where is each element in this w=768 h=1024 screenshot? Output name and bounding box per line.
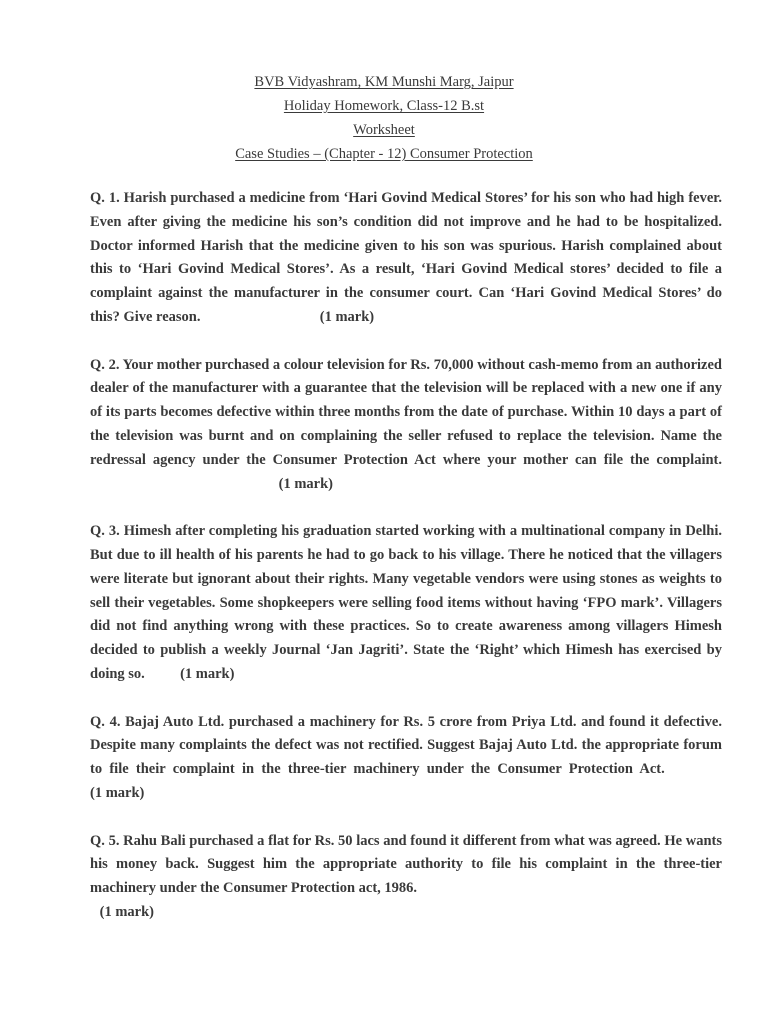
question-marks: (1 mark): [319, 308, 375, 325]
document-header: [0, 70, 768, 166]
school-name: BVB Vidyashram, KM Munshi Marg, Jaipur: [254, 74, 514, 90]
question-marks: (1 mark): [180, 665, 235, 682]
question-1: [90, 187, 722, 330]
question-marks: (1 mark): [99, 903, 154, 920]
question-text: Q. 3. Himesh after completing his graduation started working with a multinational company in Delhi. But due to ill health of his parents he had to go back to his village. There he noticed that the villagers were literate but ignorant about their rights. Many vegetable vendors were using stones as weights to sell their vegetables. Some shopkeepers were selling food items without having ‘FPO mark’. Villagers did not find anything wrong with these practices. So to create awareness among villagers Himesh decided to publish a weekly Journal ‘Jan Jagriti’. State the ‘Right’ which Himesh has exercised by doing so.: [90, 523, 722, 682]
homework-subtitle: Holiday Homework, Class-12 B.st: [283, 98, 485, 114]
question-5: [90, 830, 722, 925]
question-list: [90, 187, 722, 949]
question-text: Q. 5. Rahu Bali purchased a flat for Rs. 50 lacs and found it different from what was agreed. He wants his money back. Suggest him the appropriate authority to file his complaint in the three-tier machinery under the Consumer Protection act, 1986.: [90, 832, 722, 897]
question-text: Q. 4. Bajaj Auto Ltd. purchased a machinery for Rs. 5 crore from Priya Ltd. and found it defective. Despite many complaints the defect was not rectified. Suggest Bajaj Auto Ltd. the appropriate forum to file their complaint in the three-tier machinery under the Consumer Protection Act.: [90, 713, 722, 778]
question-text: Q. 1. Harish purchased a medicine from ‘Hari Govind Medical Stores’ for his son who had high fever. Even after giving the medicine his son’s condition did not improve and he had to be hospitalized. Doctor informed Harish that the medicine given to his son was spurious. Harish complained about this to ‘Hari Govind Medical Stores’. As a result, ‘Hari Govind Medical stores’ decided to file a complaint against the manufacturer in the consumer court. Can ‘Hari Govind Medical Stores’ do this? Give reason.: [90, 190, 722, 325]
question-4: [90, 711, 722, 806]
question-2: [90, 354, 722, 497]
question-marks: (1 mark): [278, 475, 333, 492]
question-3: [90, 520, 722, 687]
question-text: Q. 2. Your mother purchased a colour television for Rs. 70,000 without cash-memo from an authorized dealer of the manufacturer with a guarantee that the television will be replaced with a new one if any of its parts becomes defective within three months from the date of purchase. Within 10 days a part of the television was burnt and on complaining the seller refused to replace the television. Name the redressal agency under the Consumer Protection Act where your mother can file the complaint.: [90, 356, 722, 468]
chapter-topic: Case Studies – (Chapter - 12) Consumer Protection: [235, 146, 533, 162]
question-marks: (1 mark): [90, 784, 145, 801]
worksheet-label: Worksheet: [353, 122, 415, 138]
